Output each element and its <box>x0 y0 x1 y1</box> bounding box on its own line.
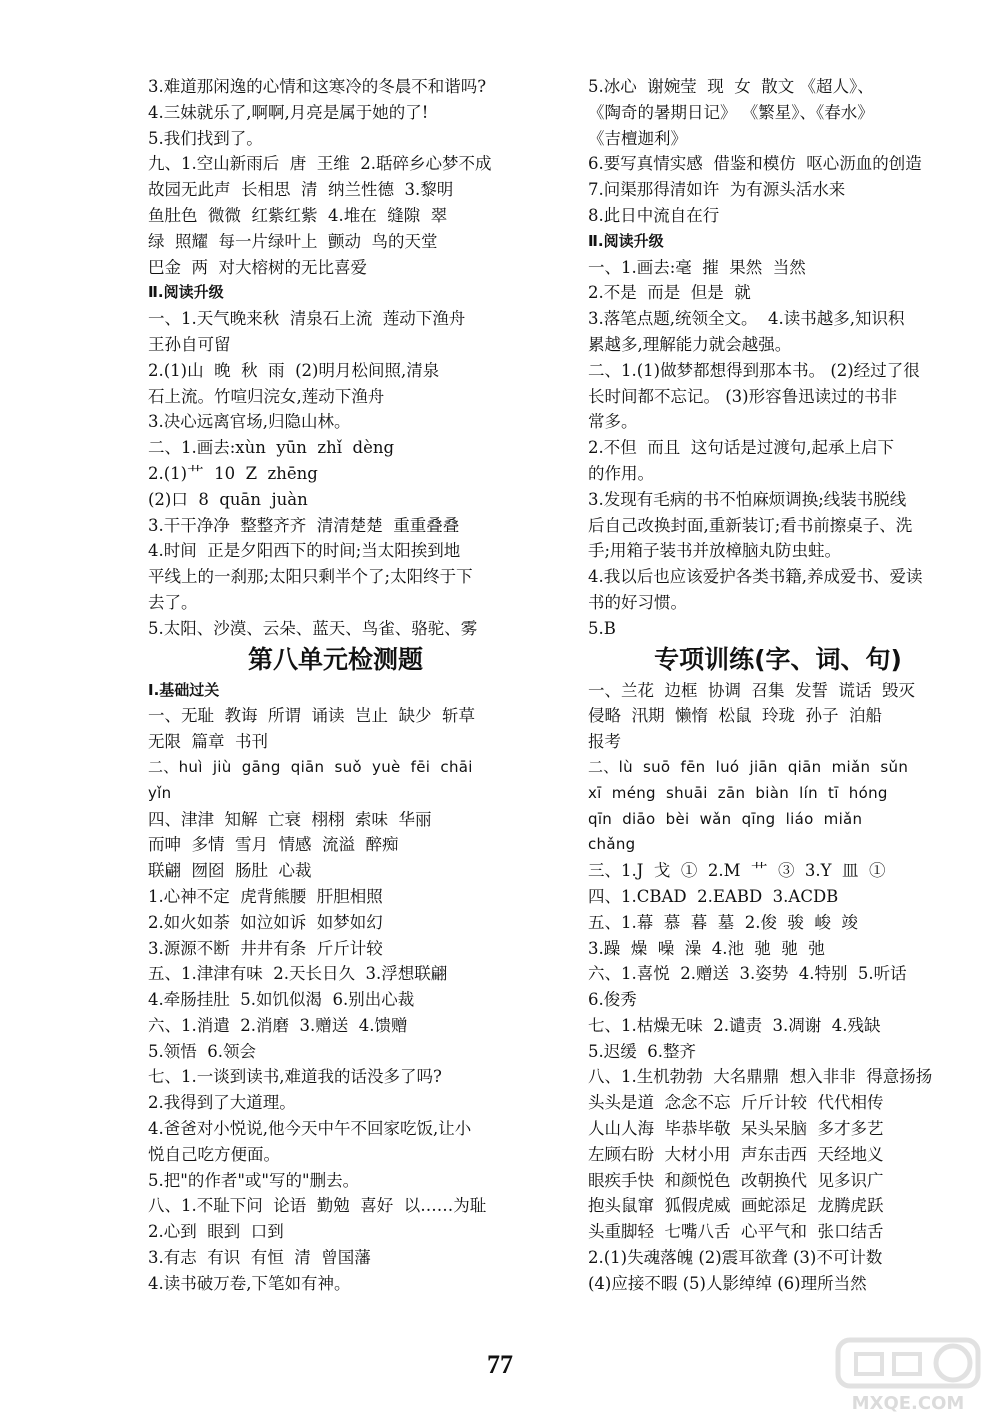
answer-line: 8.此日中流自在行 <box>588 205 720 225</box>
answer-line: 二、lù suō fēn luó jiān qiān miǎn sǔn <box>588 757 909 776</box>
answer-line: 六、1.消遣 2.消磨 3.赠送 4.馈赠 <box>148 1015 408 1035</box>
answer-line: 鱼肚色 微微 红紫红紫 4.堆在 缝隙 翠 <box>148 205 448 225</box>
answer-line: 5.迟缓 6.整齐 <box>588 1041 696 1061</box>
answer-line: 5.冰心 谢婉莹 现 女 散文 《超人》、 <box>588 77 874 96</box>
answer-line: 4.读书破万卷,下笔如有神。 <box>148 1273 351 1293</box>
answer-line: 一、兰花 边框 协调 召集 发誓 谎话 毁灭 <box>588 680 915 700</box>
left-column <box>148 74 543 1297</box>
answer-line: 2.(1)失魂落魄 (2)震耳欲聋 (3)不可计数 <box>588 1248 883 1268</box>
answer-line: 巴金 两 对大榕树的无比喜爱 <box>148 257 367 277</box>
answer-line: 5.把"的作者"或"写的"删去。 <box>148 1170 360 1190</box>
answer-line: 5.太阳、沙漠、云朵、蓝天、鸟雀、骆驼、雾 <box>148 618 478 638</box>
answer-line: 3.源源不断 井井有条 斤斤计较 <box>148 938 383 958</box>
answer-line: 抱头鼠窜 狐假虎威 画蛇添足 龙腾虎跃 <box>588 1196 884 1216</box>
answer-line: 《吉檀迦利》 <box>588 128 687 148</box>
answer-line: 平线上的一刹那;太阳只剩半个了;太阳终于下 <box>148 567 473 587</box>
answer-line: 二、1.画去:xùn yūn zhǐ dèng <box>148 438 395 458</box>
answer-line: 3.决心远离官场,归隐山林。 <box>148 412 351 432</box>
answer-line: 2.不但 而且 这句话是过渡句,起承上启下 <box>588 438 894 458</box>
answer-line: 六、1.喜悦 2.赠送 3.姿势 4.特别 5.听话 <box>588 964 907 984</box>
page-number: 77 <box>487 1350 513 1379</box>
answer-line: 无限 篇章 书刊 <box>148 732 268 752</box>
answer-line: 后自己改换封面,重新装订;看书前擦桌子、洗 <box>588 515 913 535</box>
answer-line: 二、huì jiù gāng qiān suǒ yuè fēi chāi <box>148 757 473 776</box>
answer-line: 报考 <box>588 732 621 752</box>
answer-line: 7.问渠那得清如许 为有源头活水来 <box>588 180 846 200</box>
answer-line: 头头是道 念念不忘 斤斤计较 代代相传 <box>588 1093 884 1113</box>
answer-line: 4.爸爸对小悦说,他今天中午不回家吃饭,让小 <box>148 1119 472 1139</box>
answer-line: 绿 照耀 每一片绿叶上 颤动 鸟的天堂 <box>148 231 438 251</box>
answer-line: 4.时间 正是夕阳西下的时间;当太阳挨到地 <box>148 541 461 561</box>
answer-line: 1.心神不定 虎背熊腰 肝胆相照 <box>148 886 383 906</box>
answer-line: 七、1.一谈到读书,难道我的话没多了吗? <box>148 1067 442 1087</box>
answer-line: 书的好习惯。 <box>588 592 687 612</box>
answer-line: 眼疾手快 和颜悦色 改朝换代 见多识广 <box>588 1170 884 1190</box>
answer-line: 去了。 <box>148 592 198 612</box>
answer-line: 2.心到 眼到 口到 <box>148 1222 284 1242</box>
answer-line: 3.躁 燥 噪 澡 4.池 驰 驰 弛 <box>588 938 825 958</box>
section-title: 第八单元检测题 <box>247 644 423 674</box>
answer-line: 故园无此声 长相思 清 纳兰性德 3.黎明 <box>148 180 454 200</box>
answer-line: 四、津津 知解 亡衰 栩栩 索味 华丽 <box>148 809 432 829</box>
answer-line: 七、1.枯燥无味 2.谴责 3.凋谢 4.残缺 <box>588 1015 881 1035</box>
answer-line: 2.如火如荼 如泣如诉 如梦如幻 <box>148 912 383 932</box>
answer-line: 悦自己吃方便面。 <box>148 1144 280 1164</box>
answer-line: 2.不是 而是 但是 就 <box>588 283 751 303</box>
watermark-emblem-icon <box>828 1332 988 1392</box>
watermark-logo <box>828 1332 988 1414</box>
answer-line: 四、1.CBAD 2.EABD 3.ACDB <box>588 886 839 906</box>
section-heading: Ⅰ.基础过关 <box>148 680 220 699</box>
answer-line: 五、1.津津有味 2.天长日久 3.浮想联翩 <box>148 964 448 984</box>
answer-line: 3.难道那闲逸的心情和这寒冷的冬晨不和谐吗? <box>148 77 487 96</box>
answer-line: 6.要写真情实感 借鉴和模仿 呕心沥血的创造 <box>588 154 922 174</box>
answer-line: 侵略 汛期 懒惰 松鼠 玲珑 孙子 泊船 <box>588 706 882 726</box>
answer-line: 二、1.(1)做梦都想得到那本书。 (2)经过了很 <box>588 360 920 380</box>
answer-line: 石上流。竹喧归浣女,莲动下渔舟 <box>148 386 385 406</box>
answer-line: 5.我们找到了。 <box>148 128 263 148</box>
section-title: 专项训练(字、词、句) <box>654 644 902 674</box>
answer-line: 累越多,理解能力就会越强。 <box>588 334 792 354</box>
answer-line: 一、1.天气晚来秋 清泉石上流 莲动下渔舟 <box>148 309 466 329</box>
answer-line: 2.(1)艹 10 Z zhēng <box>148 463 318 483</box>
answer-line: yǐn <box>148 783 172 802</box>
answer-line: 4.牵肠挂肚 5.如饥似渴 6.别出心裁 <box>148 990 415 1010</box>
answer-line: chǎng <box>588 835 636 854</box>
answer-line: 一、无耻 教诲 所谓 诵读 岂止 缺少 斩草 <box>148 706 475 726</box>
answer-line: 五、1.幕 慕 暮 墓 2.俊 骏 峻 竣 <box>588 912 858 932</box>
answer-line: 3.干干净净 整整齐齐 清清楚楚 重重叠叠 <box>148 515 460 535</box>
answer-line: xī méng shuāi zān biàn lín tī hóng <box>588 783 888 802</box>
answer-line: 手;用箱子装书并放樟脑丸防虫蛀。 <box>588 541 842 561</box>
answer-line: 3.落笔点题,统领全文。 4.读书越多,知识积 <box>588 309 905 329</box>
answer-line: 5.领悟 6.领会 <box>148 1041 256 1061</box>
answer-line: (4)应接不暇 (5)人影绰绰 (6)理所当然 <box>588 1273 867 1293</box>
answer-line: (2)口 8 quān juàn <box>148 489 308 509</box>
right-column <box>588 74 988 1297</box>
answer-line: 九、1.空山新雨后 唐 王维 2.聒碎乡心梦不成 <box>148 154 492 174</box>
answer-line: 《陶奇的暑期日记》 《繁星》、《春水》 <box>588 102 874 122</box>
answer-line: 而呻 多情 雪月 情感 流溢 醉痴 <box>148 835 399 855</box>
answer-line: 2.(1)山 晚 秋 雨 (2)明月松间照,清泉 <box>148 360 440 380</box>
section-heading: Ⅱ.阅读升级 <box>588 231 664 250</box>
answer-line: 长时间都不忘记。 (3)形容鲁迅读过的书非 <box>588 386 898 406</box>
answer-line: 王孙自可留 <box>148 334 231 354</box>
answer-line: 2.我得到了大道理。 <box>148 1093 296 1113</box>
answer-line: 3.发现有毛病的书不怕麻烦调换;线装书脱线 <box>588 489 907 509</box>
answer-line: 4.三妹就乐了,啊啊,月亮是属于她的了! <box>148 102 429 122</box>
answer-line: 4.我以后也应该爱护各类书籍,养成爱书、爱读 <box>588 567 923 587</box>
answer-line: qīn diāo bèi wǎn qīng liáo miǎn <box>588 809 863 828</box>
section-heading: Ⅱ.阅读升级 <box>148 283 224 302</box>
answer-line: 人山人海 毕恭毕敬 呆头呆脑 多才多艺 <box>588 1119 884 1139</box>
answer-line: 的作用。 <box>588 463 654 483</box>
answer-line: 左顾右盼 大材小用 声东击西 天经地义 <box>588 1144 884 1164</box>
watermark-text: MXQE.COM <box>851 1393 965 1414</box>
answer-line: 3.有志 有识 有恒 清 曾国藩 <box>148 1248 371 1268</box>
answer-line: 头重脚轻 七嘴八舌 心平气和 张口结舌 <box>588 1222 884 1242</box>
answer-line: 八、1.生机勃勃 大名鼎鼎 想入非非 得意扬扬 <box>588 1067 933 1087</box>
answer-line: 三、1.J 戈 ① 2.M 艹 ③ 3.Y 皿 ① <box>588 861 886 881</box>
answer-line: 一、1.画去:毫 摧 果然 当然 <box>588 257 806 277</box>
answer-line: 常多。 <box>588 412 638 432</box>
answer-line: 八、1.不耻下问 论语 勤勉 喜好 以……为耻 <box>148 1196 487 1216</box>
answer-line: 5.B <box>588 618 616 638</box>
answer-line: 联翩 囫囵 肠肚 心裁 <box>148 861 312 881</box>
answer-line: 6.俊秀 <box>588 990 637 1010</box>
